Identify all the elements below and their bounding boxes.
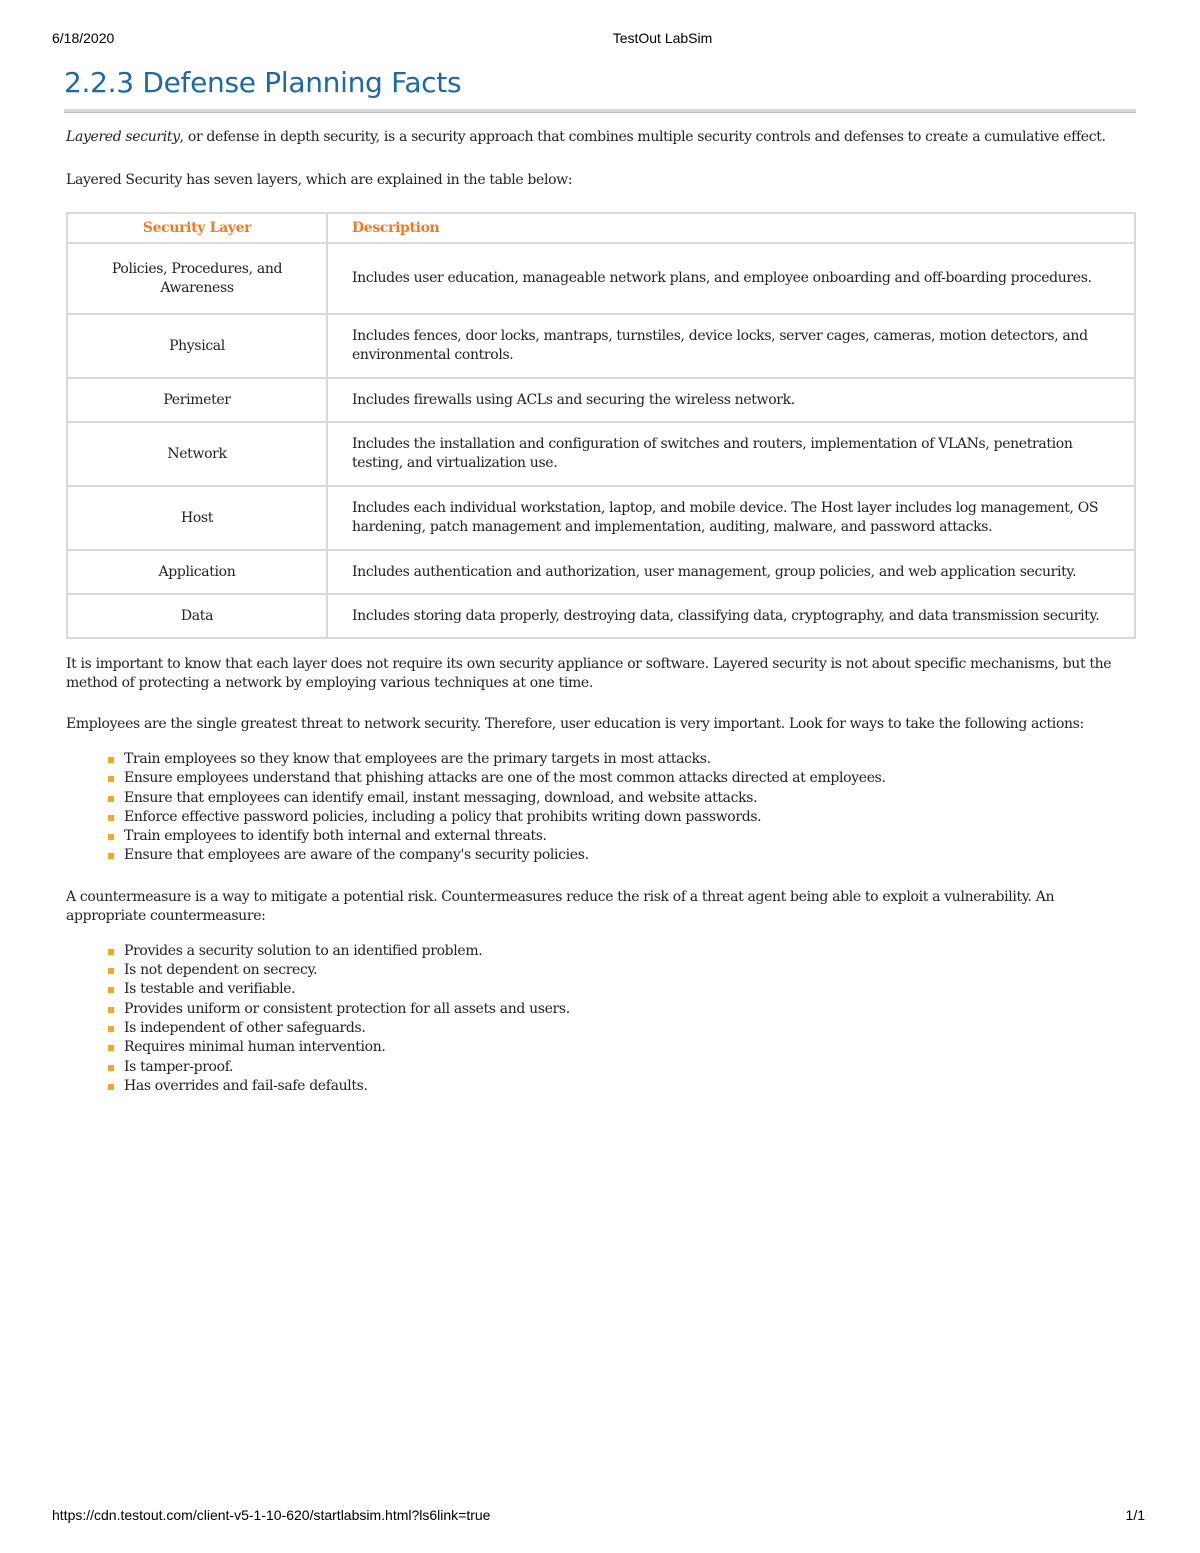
square-bullet-icon bbox=[108, 1065, 114, 1071]
square-bullet-icon bbox=[108, 1007, 114, 1013]
square-bullet-icon bbox=[108, 968, 114, 974]
list-item-text: Enforce effective password policies, including a policy that prohibits writing down passwords. bbox=[124, 808, 762, 825]
layer-description: Includes authentication and authorization, user management, group policies, and web application security. bbox=[327, 550, 1135, 594]
list-item-text: Provides uniform or consistent protection for all assets and users. bbox=[124, 1000, 570, 1017]
list-item bbox=[106, 1077, 1136, 1096]
layer-description: Includes the installation and configuration of switches and routers, implementation of VLANs, penetration testing, and virtualization use. bbox=[327, 422, 1135, 486]
table-row bbox=[67, 594, 1135, 638]
page-number: 1/1 bbox=[1125, 1507, 1145, 1523]
page-title: 2.2.3 Defense Planning Facts bbox=[64, 66, 462, 99]
layer-description: Includes firewalls using ACLs and securing the wireless network. bbox=[327, 378, 1135, 422]
square-bullet-icon bbox=[108, 757, 114, 763]
list-item bbox=[106, 961, 1136, 980]
list-item bbox=[106, 769, 1136, 788]
list-item bbox=[106, 942, 1136, 961]
list-item bbox=[106, 750, 1136, 769]
list-item bbox=[106, 980, 1136, 999]
list-item bbox=[106, 808, 1136, 827]
table-row bbox=[67, 378, 1135, 422]
layer-name: Policies, Procedures, and Awareness bbox=[67, 243, 327, 314]
list-item bbox=[106, 1019, 1136, 1038]
square-bullet-icon bbox=[108, 1026, 114, 1032]
list-item-text: Provides a security solution to an identified problem. bbox=[124, 942, 483, 959]
square-bullet-icon bbox=[108, 987, 114, 993]
layer-description: Includes fences, door locks, mantraps, turnstiles, device locks, server cages, cameras, motion detectors, and environmental controls. bbox=[327, 314, 1135, 378]
table-row bbox=[67, 422, 1135, 486]
layer-name: Network bbox=[67, 422, 327, 486]
layer-name: Perimeter bbox=[67, 378, 327, 422]
after-table-paragraph: It is important to know that each layer does not require its own security appliance or software. Layered security is not about specific mechanisms, but the method of protecting a network by employing various techniques at one time. bbox=[66, 656, 1112, 691]
print-date: 6/18/2020 bbox=[52, 30, 115, 46]
employees-paragraph: Employees are the single greatest threat to network security. Therefore, user education is very important. Look for ways to take the following actions: bbox=[66, 716, 1084, 732]
square-bullet-icon bbox=[108, 1045, 114, 1051]
list-item bbox=[106, 1000, 1136, 1019]
layer-description: Includes each individual workstation, laptop, and mobile device. The Host layer includes log management, OS hardening, patch management and implementation, auditing, malware, and password attacks. bbox=[327, 486, 1135, 550]
intro-definition: , or defense in depth security, is a security approach that combines multiple security controls and defenses to create a cumulative effect. bbox=[179, 129, 1106, 145]
list-item bbox=[106, 789, 1136, 808]
intro-term: Layered security bbox=[66, 129, 180, 145]
list-item-text: Is not dependent on secrecy. bbox=[124, 962, 318, 979]
list-item-text: Train employees to identify both internal and external threats. bbox=[124, 828, 547, 845]
table-row bbox=[67, 550, 1135, 594]
layer-name: Application bbox=[67, 550, 327, 594]
countermeasure-paragraph: A countermeasure is a way to mitigate a potential risk. Countermeasures reduce the risk of a threat agent being able to exploit a vulnerability. An appropriate countermeasure: bbox=[66, 888, 1055, 924]
list-item-text: Has overrides and fail-safe defaults. bbox=[124, 1077, 368, 1094]
print-site-title: TestOut LabSim bbox=[612, 30, 713, 46]
square-bullet-icon bbox=[108, 949, 114, 955]
list-item-text: Ensure employees understand that phishing attacks are one of the most common attacks directed at employees. bbox=[124, 770, 886, 787]
table-row bbox=[67, 486, 1135, 550]
employee-actions-list bbox=[66, 750, 1136, 866]
layer-description: Includes user education, manageable network plans, and employee onboarding and off-boarding procedures. bbox=[327, 243, 1135, 314]
security-layers-table bbox=[66, 212, 1136, 639]
list-item-text: Is testable and verifiable. bbox=[124, 981, 296, 998]
column-header-description: Description bbox=[327, 213, 1135, 243]
table-row bbox=[67, 314, 1135, 378]
layer-name: Host bbox=[67, 486, 327, 550]
layer-name: Physical bbox=[67, 314, 327, 378]
intro-paragraph bbox=[66, 128, 1136, 147]
square-bullet-icon bbox=[108, 853, 114, 859]
square-bullet-icon bbox=[108, 1084, 114, 1090]
layers-sentence: Layered Security has seven layers, which are explained in the table below: bbox=[66, 172, 573, 188]
list-item-text: Ensure that employees can identify email, instant messaging, download, and website attacks. bbox=[124, 789, 758, 806]
column-header-security-layer: Security Layer bbox=[67, 213, 327, 243]
list-item bbox=[106, 846, 1136, 865]
table-row bbox=[67, 243, 1135, 314]
title-divider bbox=[64, 109, 1136, 113]
layer-name: Data bbox=[67, 594, 327, 638]
list-item bbox=[106, 1038, 1136, 1057]
list-item-text: Ensure that employees are aware of the company's security policies. bbox=[124, 847, 589, 864]
countermeasure-list bbox=[66, 942, 1136, 1096]
list-item bbox=[106, 1058, 1136, 1077]
list-item-text: Is tamper-proof. bbox=[124, 1058, 234, 1075]
square-bullet-icon bbox=[108, 776, 114, 782]
table-header-row bbox=[67, 213, 1135, 243]
list-item-text: Requires minimal human intervention. bbox=[124, 1039, 386, 1056]
square-bullet-icon bbox=[108, 815, 114, 821]
square-bullet-icon bbox=[108, 796, 114, 802]
print-url: https://cdn.testout.com/client-v5-1-10-620/startlabsim.html?ls6link=true bbox=[52, 1507, 491, 1523]
article-content bbox=[66, 128, 1136, 1096]
square-bullet-icon bbox=[108, 834, 114, 840]
layer-description: Includes storing data properly, destroying data, classifying data, cryptography, and data transmission security. bbox=[327, 594, 1135, 638]
list-item-text: Is independent of other safeguards. bbox=[124, 1019, 366, 1036]
list-item bbox=[106, 827, 1136, 846]
list-item-text: Train employees so they know that employees are the primary targets in most attacks. bbox=[124, 751, 711, 767]
